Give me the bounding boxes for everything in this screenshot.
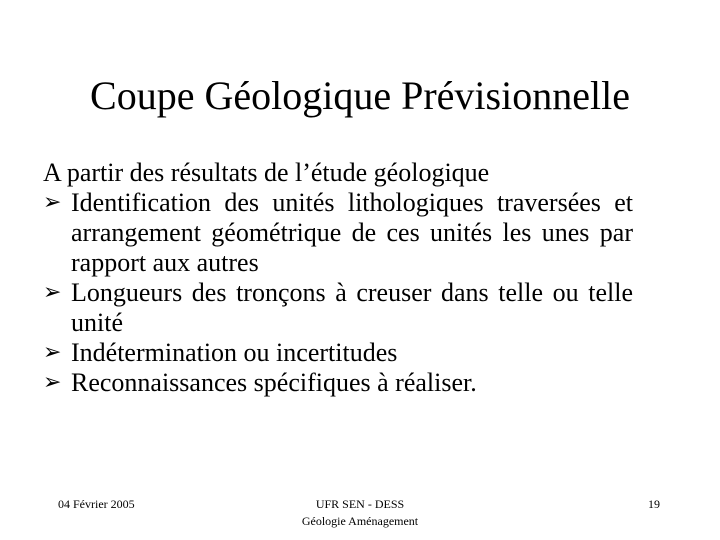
bullet-item — [43, 368, 633, 398]
bullet-text: Identification des unités lithologiques traversées et arrangement géométrique de ces unités les unes par rapport aux autres — [71, 188, 633, 277]
footer-date: 04 Février 2005 — [58, 497, 135, 511]
slide-body — [43, 148, 633, 398]
footer-organization — [260, 496, 460, 530]
arrow-right-icon: ➢ — [43, 370, 62, 395]
footer-organization-line1: UFR SEN - DESS — [315, 497, 405, 511]
slide-title: Coupe Géologique Prévisionnelle — [90, 73, 630, 118]
page-number: 19 — [648, 497, 660, 511]
intro-text: A partir des résultats de l’étude géologique — [43, 158, 490, 187]
bullet-text: Longueurs des tronçons à creuser dans telle ou telle unité — [71, 278, 633, 337]
arrow-right-icon: ➢ — [43, 190, 62, 215]
bullet-text: Reconnaissances spécifiques à réaliser. — [71, 368, 477, 397]
arrow-right-icon: ➢ — [43, 280, 62, 305]
arrow-right-icon: ➢ — [43, 340, 62, 365]
bullet-item — [43, 338, 633, 368]
bullet-text: Indétermination ou incertitudes — [71, 338, 398, 367]
footer-organization-line2: Géologie Aménagement — [301, 514, 419, 528]
bullet-item — [43, 278, 633, 338]
bullet-list — [43, 188, 633, 398]
bullet-item — [43, 188, 633, 278]
